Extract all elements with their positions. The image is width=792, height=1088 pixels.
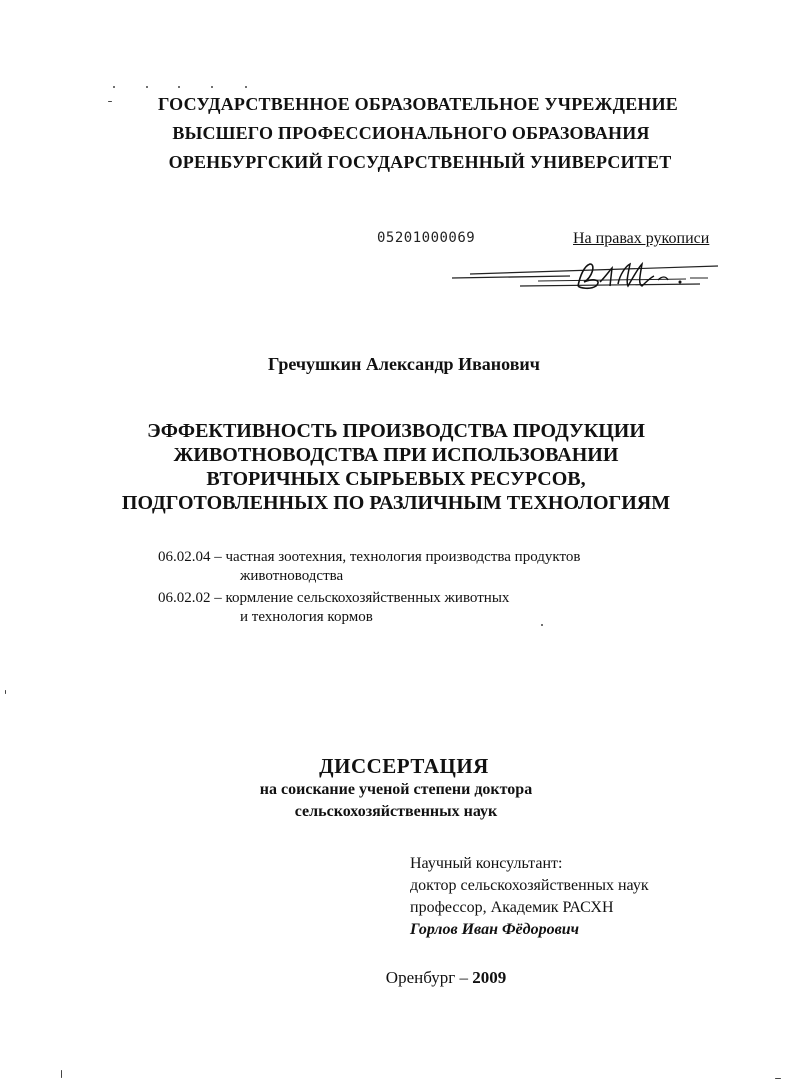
specialty-desc-cont: и технология кормов — [240, 609, 373, 625]
specialty-desc-cont: животноводства — [240, 568, 344, 584]
scan-speck — [113, 86, 115, 88]
specialties-list — [158, 548, 580, 627]
consultant-name: Горлов Иван Фёдорович — [410, 921, 580, 938]
signature-scribble-icon — [450, 258, 730, 298]
scan-speck — [211, 86, 213, 88]
specialty-code: 06.02.02 — [158, 590, 211, 606]
scan-speck — [775, 1078, 781, 1079]
institution-header — [0, 90, 792, 177]
dissertation-heading: ДИССЕРТАЦИЯ — [319, 754, 489, 778]
specialty-desc: кормление сельскохозяйственных животных — [225, 590, 510, 606]
dissertation-title — [0, 419, 792, 515]
scan-speck — [61, 1070, 62, 1078]
author-name: Гречушкин Александр Иванович — [268, 354, 540, 374]
specialty-desc: частная зоотехния, технология производства продуктов — [225, 549, 581, 565]
institution-line-1: ГОСУДАРСТВЕННОЕ ОБРАЗОВАТЕЛЬНОЕ УЧРЕЖДЕНИЕ — [157, 94, 679, 114]
specialty-dash: – — [214, 549, 222, 565]
scan-speck — [178, 86, 180, 88]
institution-line-2: ВЫСШЕГО ПРОФЕССИОНАЛЬНОГО ОБРАЗОВАНИЯ — [172, 123, 650, 143]
scan-speck — [245, 86, 247, 88]
scan-speck — [146, 86, 148, 88]
title-line: ЭФФЕКТИВНОСТЬ ПРОИЗВОДСТВА ПРОДУКЦИИ — [147, 420, 645, 442]
place-dash: – — [459, 968, 468, 987]
specialty-dash: – — [214, 590, 222, 606]
city: Оренбург — [385, 968, 456, 987]
place-and-year — [0, 968, 792, 988]
specialty-item — [158, 589, 580, 608]
specialty-item — [158, 548, 580, 567]
consultant-rank: профессор, Академик РАСХН — [410, 899, 614, 916]
consultant-degree: доктор сельскохозяйственных наук — [410, 877, 649, 894]
rights-note: На правах рукописи — [573, 230, 710, 247]
title-line: ВТОРИЧНЫХ СЫРЬЕВЫХ РЕСУРСОВ, — [206, 468, 586, 490]
consultant-label: Научный консультант: — [410, 855, 563, 872]
subtitle-line-1: на соискание ученой степени доктора — [259, 781, 533, 798]
scan-speck — [5, 690, 6, 694]
year: 2009 — [472, 968, 507, 987]
specialty-code: 06.02.04 — [158, 549, 211, 565]
title-line: ПОДГОТОВЛЕННЫХ ПО РАЗЛИЧНЫМ ТЕХНОЛОГИЯМ — [121, 492, 671, 514]
subtitle-line-2: сельскохозяйственных наук — [294, 803, 498, 820]
registry-number: 05201000069 — [377, 230, 476, 246]
institution-line-3: ОРЕНБУРГСКИЙ ГОСУДАРСТВЕННЫЙ УНИВЕРСИТЕТ — [168, 152, 672, 172]
title-line: ЖИВОТНОВОДСТВА ПРИ ИСПОЛЬЗОВАНИИ — [173, 444, 619, 466]
scientific-consultant — [410, 853, 649, 941]
dissertation-subtitle — [0, 779, 792, 823]
